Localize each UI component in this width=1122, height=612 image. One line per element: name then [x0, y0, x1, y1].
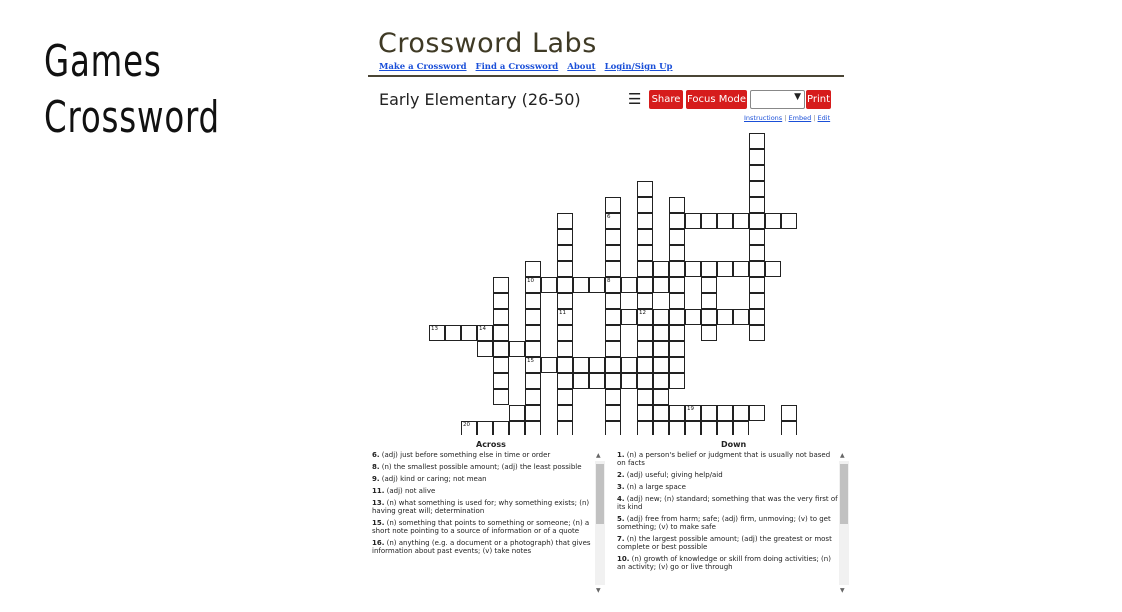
crossword-cell[interactable] — [637, 181, 653, 197]
crossword-cell[interactable] — [701, 261, 717, 277]
crossword-cell[interactable] — [685, 309, 701, 325]
crossword-cell[interactable] — [717, 309, 733, 325]
scroll-up-icon[interactable]: ▲ — [840, 452, 845, 459]
slide-title-line2: Crossword — [44, 92, 221, 143]
scroll-up-icon[interactable]: ▲ — [596, 452, 601, 459]
crossword-cell[interactable] — [493, 421, 509, 435]
crossword-cell[interactable] — [637, 405, 653, 421]
crossword-cell[interactable] — [685, 405, 701, 421]
crossword-cell[interactable] — [557, 213, 573, 229]
embed-link[interactable]: Embed — [788, 114, 812, 122]
clue-number: 10 — [527, 278, 534, 284]
crossword-cell[interactable] — [669, 309, 685, 325]
crossword-cell[interactable] — [557, 261, 573, 277]
crossword-cell[interactable] — [733, 213, 749, 229]
clue-number: 11 — [559, 310, 566, 316]
crossword-cell[interactable] — [781, 405, 797, 421]
crossword-cell[interactable] — [701, 325, 717, 341]
crossword-cell[interactable] — [557, 405, 573, 421]
crossword-cell[interactable] — [605, 277, 621, 293]
crossword-cell[interactable] — [749, 309, 765, 325]
crossword-cell[interactable] — [509, 405, 525, 421]
crossword-cell[interactable] — [557, 245, 573, 261]
down-scrollbar[interactable] — [839, 451, 849, 595]
crossword-cell[interactable] — [749, 213, 765, 229]
crossword-cell[interactable] — [669, 293, 685, 309]
clue-number: 14 — [479, 326, 486, 332]
crossword-cell[interactable] — [669, 325, 685, 341]
crossword-cell[interactable] — [493, 309, 509, 325]
crossword-cell[interactable] — [621, 277, 637, 293]
crossword-cell[interactable] — [653, 277, 669, 293]
crossword-cell[interactable] — [653, 341, 669, 357]
crossword-cell[interactable] — [589, 373, 605, 389]
crossword-cell[interactable] — [653, 357, 669, 373]
nav-find-crossword[interactable]: Find a Crossword — [475, 62, 559, 72]
slide-title-line1: Games — [44, 36, 162, 87]
link-separator: | — [782, 114, 789, 122]
crossword-cell[interactable] — [589, 357, 605, 373]
crossword-cell[interactable] — [653, 261, 669, 277]
crossword-cell[interactable] — [605, 213, 621, 229]
crossword-cell[interactable] — [749, 245, 765, 261]
crossword-cell[interactable] — [493, 389, 509, 405]
crossword-cell[interactable] — [637, 261, 653, 277]
across-clue[interactable]: 11. (adj) not alive — [372, 487, 436, 495]
crossword-cell[interactable] — [557, 373, 573, 389]
chevron-down-icon: ▼ — [794, 92, 801, 102]
crossword-cell[interactable] — [749, 165, 765, 181]
down-clue[interactable]: 4. (adj) new; (n) standard; something that was the very first of its kind — [617, 495, 838, 511]
crossword-cell[interactable] — [493, 325, 509, 341]
crossword-cell[interactable] — [637, 309, 653, 325]
site-nav — [379, 62, 682, 72]
crossword-cell[interactable] — [637, 245, 653, 261]
across-heading: Across — [476, 440, 506, 449]
crossword-cell[interactable] — [749, 133, 765, 149]
crossword-cell[interactable] — [573, 373, 589, 389]
crossword-cell[interactable] — [557, 309, 573, 325]
clue-number: 13 — [431, 326, 438, 332]
crossword-cell[interactable] — [653, 405, 669, 421]
crossword-cell[interactable] — [669, 197, 685, 213]
crossword-cell[interactable] — [701, 405, 717, 421]
crossword-cell[interactable] — [749, 261, 765, 277]
crossword-cell[interactable] — [493, 277, 509, 293]
crossword-cell[interactable] — [557, 277, 573, 293]
crossword-cell[interactable] — [717, 261, 733, 277]
crossword-cell[interactable] — [701, 277, 717, 293]
crossword-cell[interactable] — [445, 325, 461, 341]
scrollbar-thumb[interactable] — [596, 464, 604, 524]
crossword-cell[interactable] — [653, 325, 669, 341]
crossword-cell[interactable] — [493, 341, 509, 357]
crossword-cell[interactable] — [605, 389, 621, 405]
crossword-cell[interactable] — [605, 293, 621, 309]
clue-number: 12 — [639, 310, 646, 316]
crossword-cell[interactable] — [701, 293, 717, 309]
down-clue[interactable]: 1. (n) a person's belief or judgment that is usually not based on facts — [617, 451, 831, 467]
crossword-cell[interactable] — [733, 261, 749, 277]
crossword-cell[interactable] — [637, 197, 653, 213]
puzzle-title: Early Elementary (26-50) — [379, 90, 581, 109]
crossword-cell[interactable] — [733, 309, 749, 325]
across-clue[interactable]: 8. (n) the smallest possible amount; (adj) the least possible — [372, 463, 582, 471]
link-separator: | — [811, 114, 818, 122]
crossword-cell[interactable] — [525, 261, 541, 277]
across-clue[interactable]: 16. (n) anything (e.g. a document or a photograph) that gives information about past events; (v) take notes — [372, 539, 591, 555]
clue-number: 19 — [687, 406, 694, 412]
crossword-cell[interactable] — [653, 373, 669, 389]
crossword-cell[interactable] — [525, 277, 541, 293]
clue-number: 20 — [463, 422, 470, 428]
crossword-cell[interactable] — [605, 341, 621, 357]
crossword-cell[interactable] — [525, 293, 541, 309]
crossword-cell[interactable] — [669, 421, 685, 435]
share-button[interactable]: Share — [649, 90, 683, 109]
crossword-cell[interactable] — [669, 245, 685, 261]
print-button[interactable]: Print — [806, 90, 831, 109]
crossword-cell[interactable] — [733, 421, 749, 435]
scrollbar-thumb[interactable] — [840, 464, 848, 524]
edit-link[interactable]: Edit — [817, 114, 831, 122]
across-clue[interactable]: 15. (n) something that points to something or someone; (n) a short note pointing to a source of information or of a quote — [372, 519, 590, 535]
instructions-link[interactable]: Instructions — [744, 114, 783, 122]
crossword-cell[interactable] — [541, 277, 557, 293]
clue-number: 15 — [527, 358, 534, 364]
crossword-cell[interactable] — [653, 421, 669, 435]
crossword-cell[interactable] — [493, 357, 509, 373]
crossword-cell[interactable] — [525, 325, 541, 341]
crossword-cell[interactable] — [637, 421, 653, 435]
crossword-cell[interactable] — [685, 421, 701, 435]
crossword-grid — [368, 126, 844, 435]
crossword-cell[interactable] — [605, 229, 621, 245]
crossword-cell[interactable] — [605, 261, 621, 277]
crossword-cell[interactable] — [605, 405, 621, 421]
crossword-cell[interactable] — [477, 325, 493, 341]
across-clue[interactable]: 13. (n) what something is used for; why something exists; (n) having great will; determination — [372, 499, 590, 515]
crossword-cell[interactable] — [781, 213, 797, 229]
crossword-cell[interactable] — [477, 341, 493, 357]
crossword-cell[interactable] — [525, 341, 541, 357]
scroll-down-icon[interactable]: ▼ — [840, 587, 845, 594]
crossword-cell[interactable] — [605, 197, 621, 213]
crossword-cell[interactable] — [557, 293, 573, 309]
crossword-cell[interactable] — [509, 341, 525, 357]
crossword-cell[interactable] — [461, 325, 477, 341]
crossword-cell[interactable] — [637, 277, 653, 293]
crossword-cell[interactable] — [605, 421, 621, 435]
crossword-cell[interactable] — [653, 389, 669, 405]
clue-number: 6 — [607, 214, 611, 220]
crossword-cell[interactable] — [637, 213, 653, 229]
down-clue[interactable]: 2. (adj) useful; giving help/aid — [617, 471, 723, 479]
down-heading: Down — [721, 440, 747, 449]
down-clue[interactable]: 3. (n) a large space — [617, 483, 686, 491]
crossword-cell[interactable] — [749, 149, 765, 165]
crossword-cell[interactable] — [557, 341, 573, 357]
crossword-cell[interactable] — [525, 421, 541, 435]
across-clue[interactable]: 6. (adj) just before something else in time or order — [372, 451, 551, 459]
crossword-cell[interactable] — [605, 373, 621, 389]
crossword-cell[interactable] — [461, 421, 477, 435]
crossword-cell[interactable] — [717, 421, 733, 435]
crossword-cell[interactable] — [749, 197, 765, 213]
crossword-cell[interactable] — [493, 293, 509, 309]
across-scrollbar[interactable] — [595, 451, 605, 595]
crossword-cell[interactable] — [669, 405, 685, 421]
crossword-cell[interactable] — [749, 229, 765, 245]
crossword-cell[interactable] — [669, 261, 685, 277]
crossword-cell[interactable] — [621, 309, 637, 325]
crossword-cell[interactable] — [637, 325, 653, 341]
slide-title — [44, 34, 220, 146]
crossword-cell[interactable] — [525, 405, 541, 421]
crossword-cell[interactable] — [717, 213, 733, 229]
nav-login-signup[interactable]: Login/Sign Up — [604, 62, 673, 72]
crossword-cell[interactable] — [701, 421, 717, 435]
clue-number: 8 — [607, 278, 611, 284]
crossword-cell[interactable] — [509, 421, 525, 435]
crossword-cell[interactable] — [669, 277, 685, 293]
crossword-cell[interactable] — [477, 421, 493, 435]
header-divider — [368, 75, 844, 77]
crossword-cell[interactable] — [685, 261, 701, 277]
crossword-cell[interactable] — [765, 213, 781, 229]
down-clue-list[interactable] — [617, 451, 839, 595]
crossword-cell[interactable] — [653, 309, 669, 325]
crossword-cell[interactable] — [669, 213, 685, 229]
scroll-down-icon[interactable]: ▼ — [596, 587, 601, 594]
crossword-cell[interactable] — [557, 357, 573, 373]
print-options-select[interactable] — [750, 90, 805, 109]
crossword-cell[interactable] — [749, 277, 765, 293]
crossword-cell[interactable] — [525, 357, 541, 373]
crossword-cell[interactable] — [669, 341, 685, 357]
crossword-cell[interactable] — [701, 213, 717, 229]
crossword-cell[interactable] — [781, 421, 797, 435]
crossword-cell[interactable] — [765, 261, 781, 277]
crossword-cell[interactable] — [749, 405, 765, 421]
crossword-cell[interactable] — [525, 389, 541, 405]
crossword-cell[interactable] — [637, 389, 653, 405]
crossword-cell[interactable] — [589, 277, 605, 293]
crossword-cell[interactable] — [733, 405, 749, 421]
down-clue[interactable]: 5. (adj) free from harm; safe; (adj) firm, unmoving; (v) to get something; (v) to make safe — [617, 515, 831, 531]
crossword-cell[interactable] — [605, 325, 621, 341]
crossword-cell[interactable] — [669, 357, 685, 373]
crossword-cell[interactable] — [717, 405, 733, 421]
crossword-cell[interactable] — [573, 277, 589, 293]
crossword-cell[interactable] — [685, 213, 701, 229]
crossword-cell[interactable] — [557, 389, 573, 405]
crossword-cell[interactable] — [605, 309, 621, 325]
site-logo[interactable]: Crossword Labs — [378, 28, 597, 59]
crossword-cell[interactable] — [429, 325, 445, 341]
crossword-cell[interactable] — [637, 357, 653, 373]
crossword-cell[interactable] — [637, 293, 653, 309]
crossword-cell[interactable] — [573, 357, 589, 373]
puzzle-links — [744, 114, 830, 122]
crossword-cell[interactable] — [701, 309, 717, 325]
across-clue-list[interactable] — [372, 451, 594, 595]
crossword-cell[interactable] — [749, 293, 765, 309]
crossword-cell[interactable] — [557, 325, 573, 341]
crossword-cell[interactable] — [541, 357, 557, 373]
crossword-cell[interactable] — [637, 341, 653, 357]
crossword-cell[interactable] — [525, 309, 541, 325]
crossword-cell[interactable] — [749, 325, 765, 341]
across-clue[interactable]: 9. (adj) kind or caring; not mean — [372, 475, 487, 483]
crossword-cell[interactable] — [621, 373, 637, 389]
crossword-cell[interactable] — [749, 181, 765, 197]
crossword-cell[interactable] — [669, 373, 685, 389]
down-clue[interactable]: 7. (n) the largest possible amount; (adj) the greatest or most complete or best possible — [617, 535, 832, 551]
crossword-cell[interactable] — [637, 229, 653, 245]
focus-mode-button[interactable]: Focus Mode — [686, 90, 747, 109]
crossword-cell[interactable] — [493, 373, 509, 389]
down-clue[interactable]: 10. (n) growth of knowledge or skill from doing activities; (n) an activity; (v) go or live through — [617, 555, 831, 571]
crossword-cell[interactable] — [637, 373, 653, 389]
hamburger-menu-icon[interactable]: ☰ — [628, 90, 642, 108]
crossword-cell[interactable] — [621, 357, 637, 373]
crossword-cell[interactable] — [669, 229, 685, 245]
crossword-cell[interactable] — [557, 229, 573, 245]
crossword-cell[interactable] — [605, 245, 621, 261]
nav-make-crossword[interactable]: Make a Crossword — [379, 62, 467, 72]
crossword-cell[interactable] — [605, 357, 621, 373]
crossword-cell[interactable] — [525, 373, 541, 389]
crossword-cell[interactable] — [557, 421, 573, 435]
nav-about[interactable]: About — [567, 62, 596, 72]
